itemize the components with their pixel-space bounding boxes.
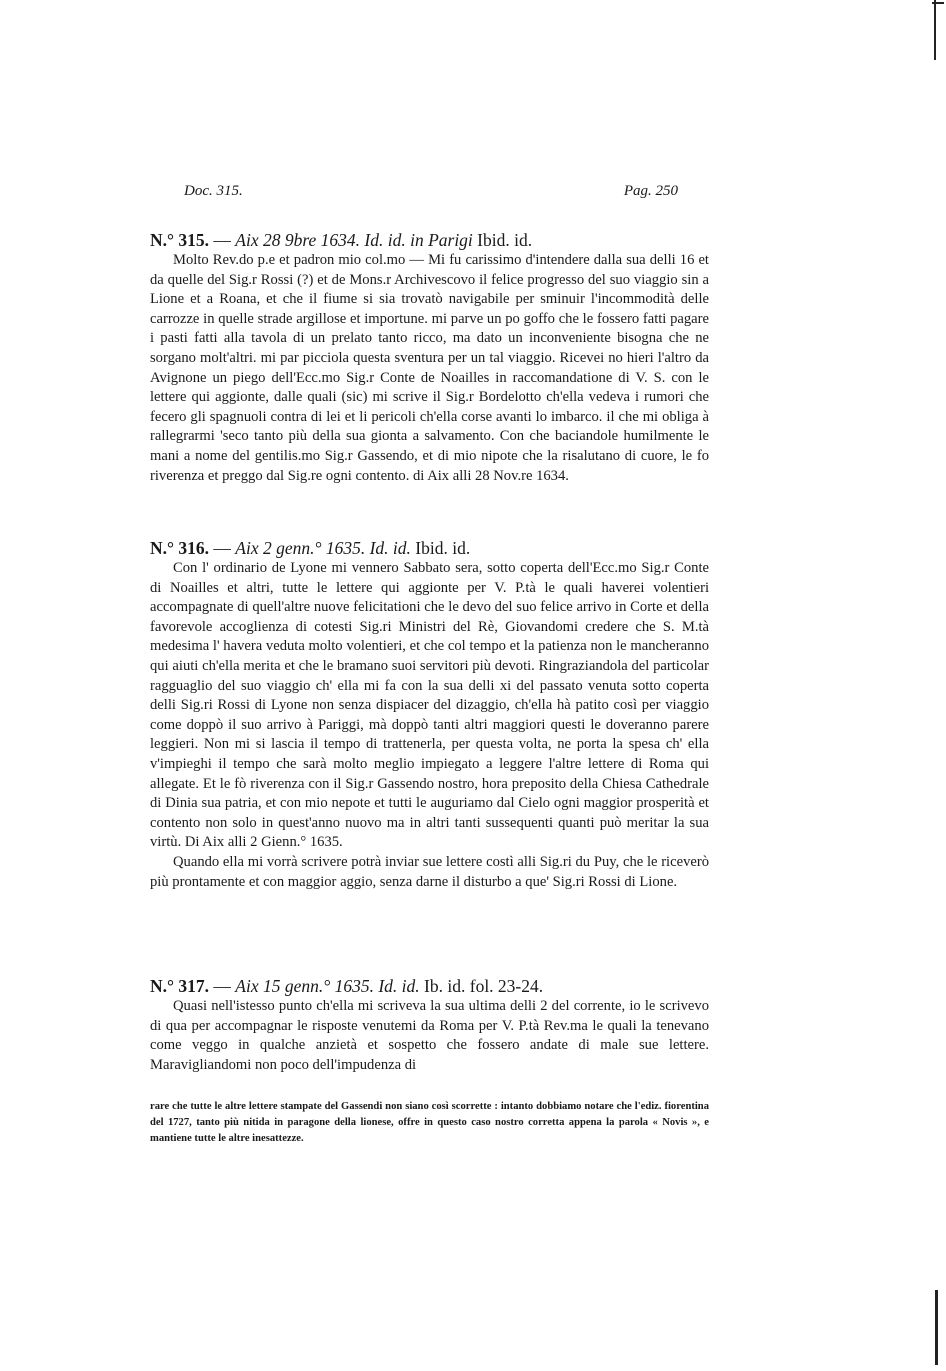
entry-heading	[150, 229, 709, 251]
scan-edge-tick	[932, 2, 944, 4]
entry-number: N.° 316.	[150, 538, 210, 558]
page-header	[184, 183, 678, 203]
entry-source: Ib. id. fol. 23-24.	[419, 976, 544, 996]
letter-entry-316	[150, 537, 709, 892]
entry-paragraph: Quando ella mi vorrà scrivere potrà inviar sue lettere costì alli Sig.ri du Puy, che le riceverò più prontamente et con maggior aggio, senza darne il disturbo a que' Sig.ri Rossi di Lione.	[150, 853, 709, 890]
entry-body	[150, 251, 709, 486]
footnote: rare che tutte le altre lettere stampate del Gassendi non siano così scorrette : intanto dobbiamo notare che l'ediz. fiorentina del 1727, tanto più nitida in paragone della lionese, offre in questo caso nostro corretta appena la parola « Novis », e mantiene tutte le altre inesattezze.	[150, 1101, 709, 1144]
page-number: Pag. 250	[623, 183, 678, 199]
entry-source: Ibid. id.	[410, 538, 471, 558]
entry-place-date: Aix 2 genn.° 1635. Id. id.	[235, 538, 411, 558]
entry-dash: —	[209, 976, 236, 996]
entry-paragraph: Con l' ordinario de Lyone mi vennero Sabbato sera, sotto coperta dell'Ecc.mo Sig.r Conte di Noailles et altri, tutte le lettere qui aggionte per V. P.tà le quali haverei volentieri accompagnate di quell'altre nuove felicitationi che le devo del suo felice arrivo in Corte et della favorevole accoglienza di cotesti Sig.ri Ministri del Rè, Giovandomi credere che S. M.tà medesima l' havera veduta molto volentieri, et che col tempo et la patienza non le mancheranno qui aiuti ch'ella merita et che le bramano suoi servitori più devoti. Ringraziandola del particolar ragguaglio del suo viaggio ch' ella mi fa con la sua delli xi del passato venuta sotto coperta delli Sig.ri Rossi di Lyone non senza dispiacer del dizaggio, ch'ella hà patito così per viaggio come doppò il suo arrivo à Pariggi, mà doppò tanti altri maggiori questi le doveranno parere leggieri. Non mi si lascia il tempo di trattenerla, per questa volta, ne porta la spesa ch' ella v'impieghi il tempo che sarà molto meglio impiegato a leggere l'altre lettere di Roma qui allegate. Et le fò riverenza con il Sig.r Gassendo nostro, hora preposito della Chiesa Cathedrale di Dinia sua patria, et con mio nepote et tutti le auguriamo dal Cielo ogni maggior prosperità et contento non solo in quest'anno nuovo ma in altri tanti sussequenti quanti può meritar la sua virtù. Di Aix alli 2 Gienn.° 1635.	[150, 560, 709, 851]
entry-paragraph: Molto Rev.do p.e et padron mio col.mo — Mi fu carissimo d'intendere dalla sua delli 16 et da quelle del Sig.r Rossi (?) et de Mons.r Archivescovo il felice progresso del suo viaggio sin a Lione et a Roana, et che il fiume si sia trovatò navigabile per sminuir l'incommodità delle carrozze in quelle strade argillose et importune. mi parve un po goffo che le fossero fatti pagare i pasti fatti alla tavola di un prelato tanto ricco, ma dato un inconveniente bisogna che ne sorgano molt'altri. mi par picciola questa sventura per un tal viaggio. Ricevei no hieri l'altro da Avignone un piego dell'Ecc.mo Sig.r Conte de Noailles in raccomandatione di V. S. con le lettere qui aggionte, dalle quali (sic) mi scrive il Sig.r Bordelotto ch'ella vedeva i rumori che fecero gli spagnuoli contra di lei et li pericoli ch'ella corse avanti lo imbarco. il che mi obliga à rallegrarmi 'seco tanto più della sua gionta a salvamento. Con che baciandole humilmente le mani a nome del gentilis.mo Sig.r Gassendo, et di mio nipote che la risalutano di cuore, le fo riverenza et preggo dal Sig.re ogni contento. di Aix alli 28 Nov.re 1634.	[150, 252, 709, 484]
entry-body	[150, 559, 709, 892]
entry-place-date: Aix 28 9bre 1634. Id. id. in Parigi	[235, 230, 473, 250]
entry-place-date: Aix 15 genn.° 1635. Id. id.	[235, 976, 420, 996]
entry-dash: —	[209, 230, 236, 250]
scan-edge-line-top	[934, 0, 936, 60]
entry-paragraph: Quasi nell'istesso punto ch'ella mi scriveva la sua ultima delli 2 del corrente, io le scrivevo di qua per accompagnar le risposte venutemi da Roma per V. P.tà Rev.ma le quali la tenevano come veggo in qualche anzietà et sospetto che fossero andate di male sue lettere. Maravigliandomi non poco dell'impudenza di	[150, 998, 709, 1073]
entry-dash: —	[209, 538, 236, 558]
entry-body	[150, 997, 709, 1075]
entry-heading	[150, 537, 709, 559]
doc-number: Doc. 315.	[184, 183, 243, 199]
entry-number: N.° 317.	[150, 976, 210, 996]
entry-number: N.° 315.	[150, 230, 210, 250]
entry-source: Ibid. id.	[472, 230, 533, 250]
letter-entry-317	[150, 975, 709, 1075]
entry-heading	[150, 975, 709, 997]
letter-entry-315	[150, 229, 709, 486]
scan-edge-line-bottom	[935, 1290, 938, 1365]
